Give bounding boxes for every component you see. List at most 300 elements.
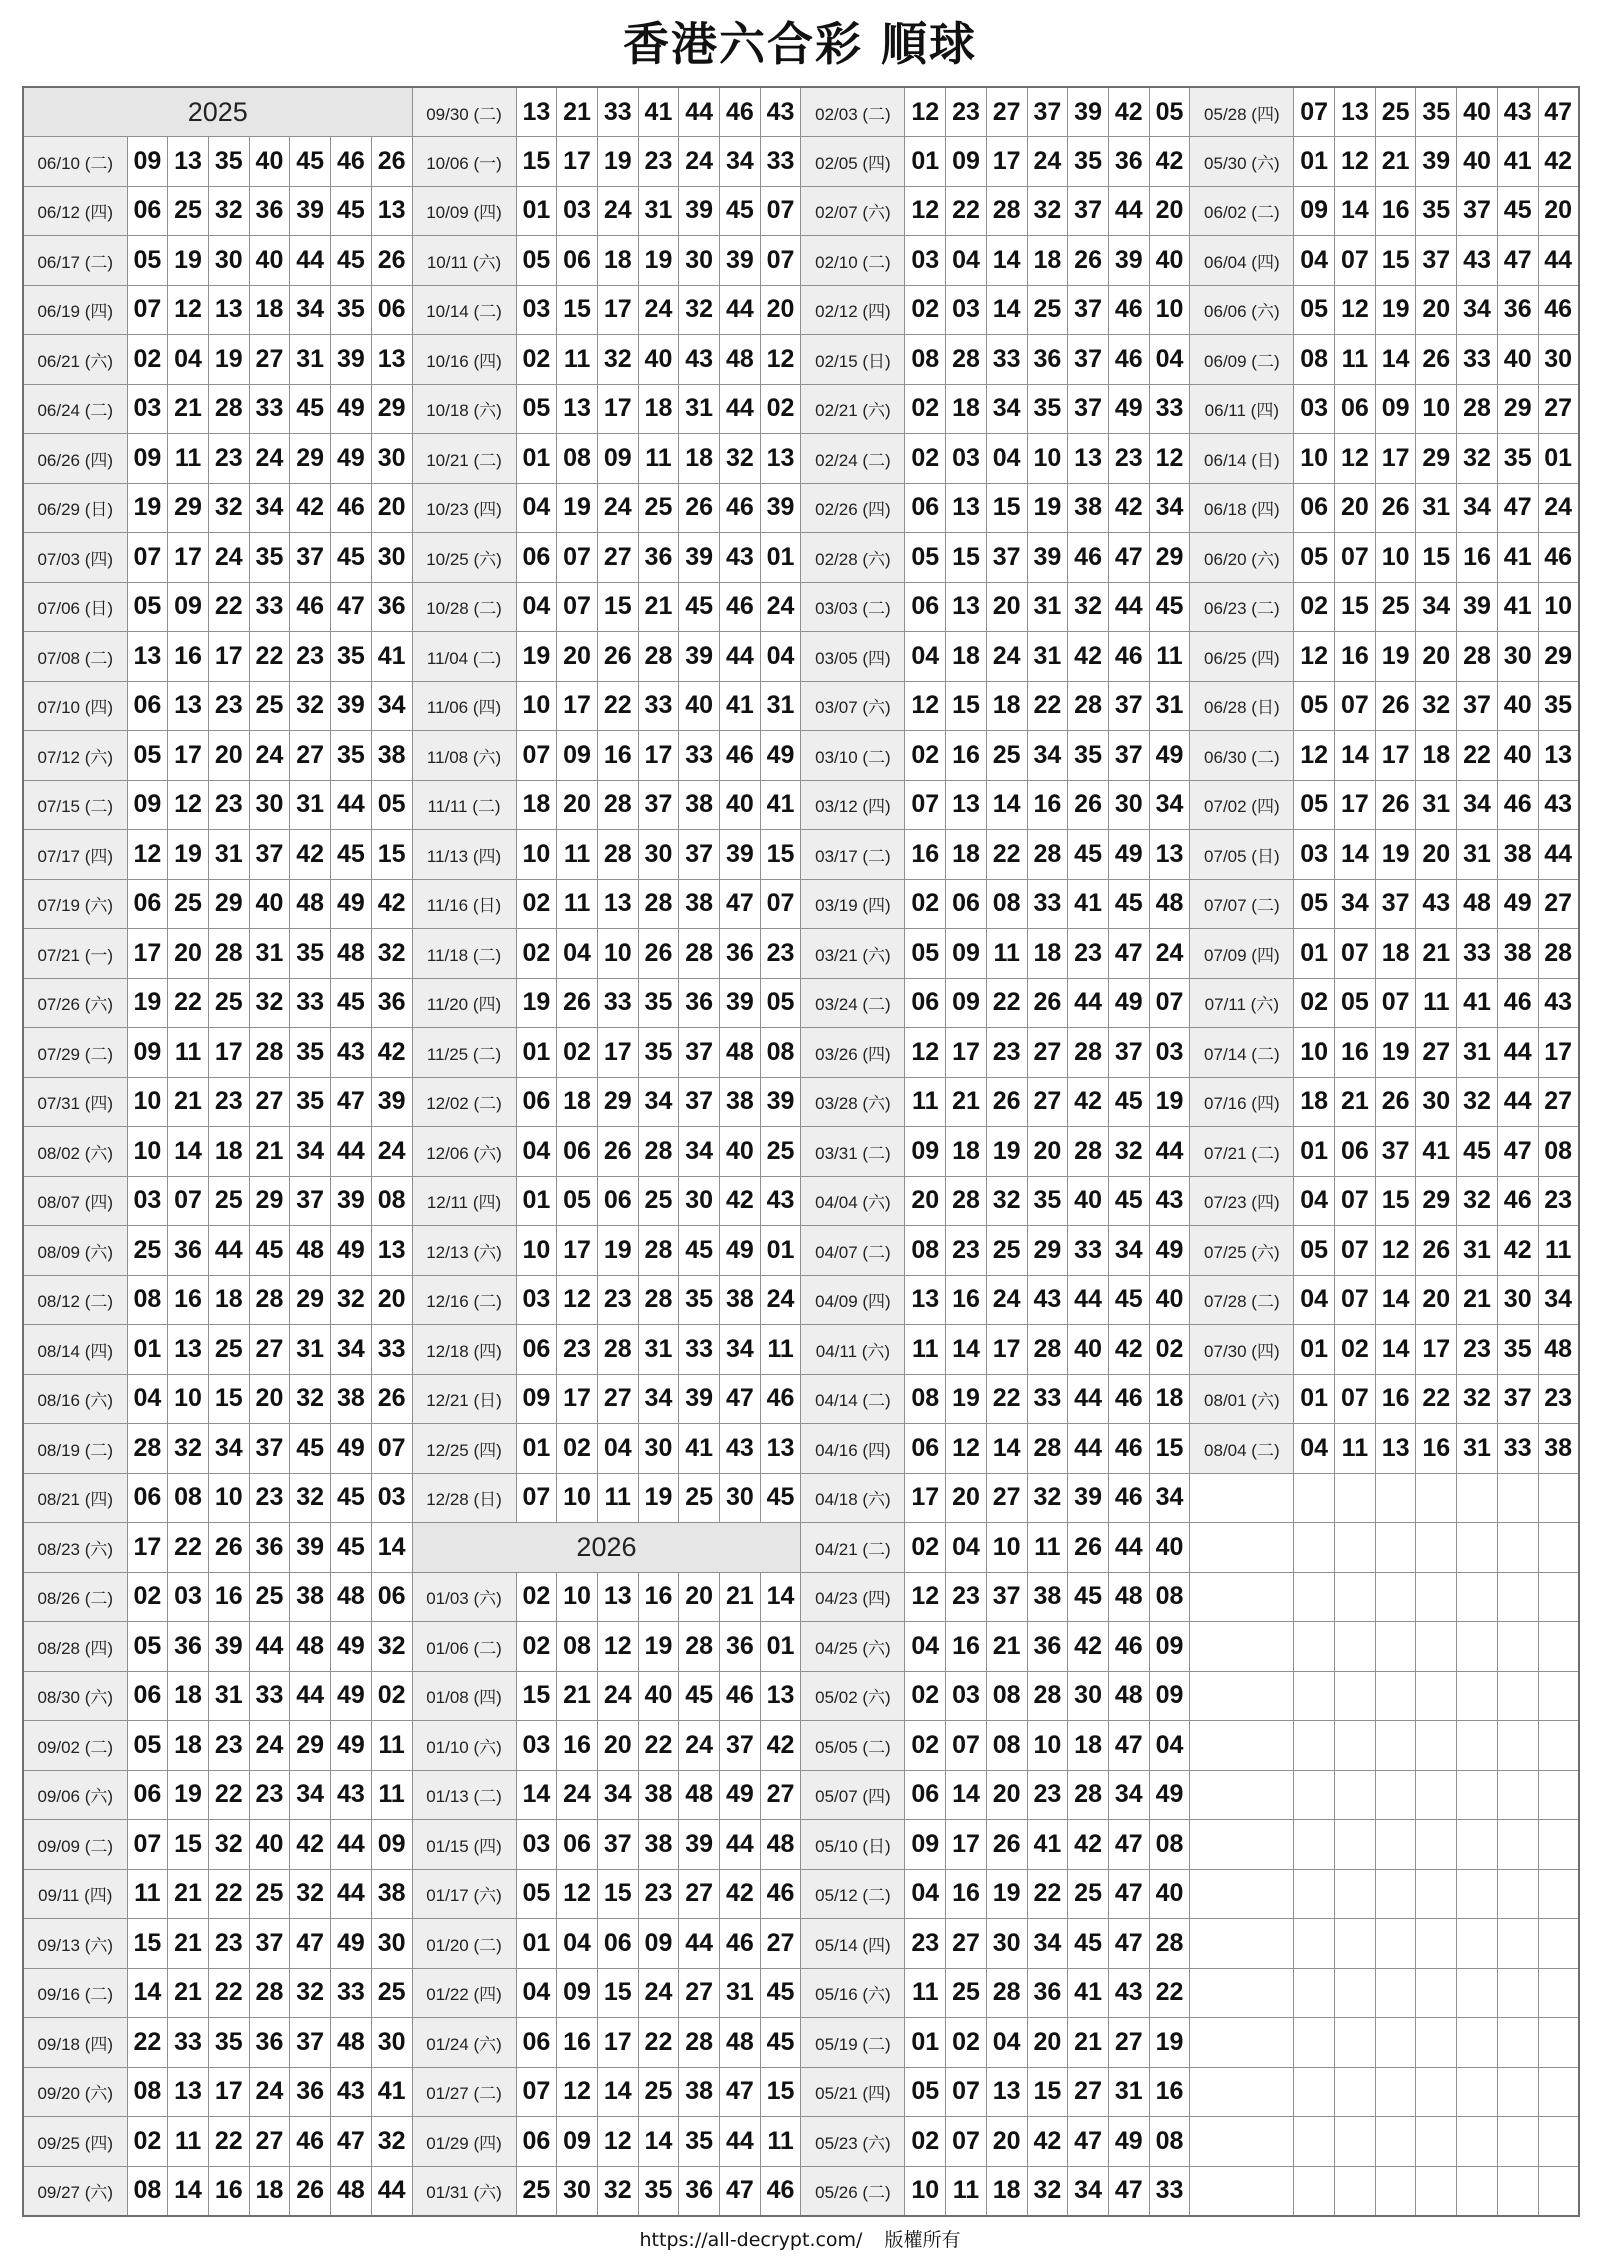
ball-number: 36: [168, 1226, 209, 1276]
ball-number: 28: [638, 1275, 679, 1325]
empty-number-cell: [1497, 1968, 1538, 2018]
draw-date: 10/23 (四): [412, 483, 516, 533]
draw-date: 03/26 (四): [801, 1028, 905, 1078]
ball-number: 06: [127, 681, 168, 731]
special-ball-number: 25: [760, 1127, 801, 1177]
ball-number: 08: [127, 2067, 168, 2117]
special-ball-number: 43: [1538, 978, 1579, 1028]
ball-number: 34: [720, 137, 761, 187]
special-ball-number: 13: [371, 186, 412, 236]
draw-date: 06/25 (四): [1190, 632, 1294, 682]
empty-number-cell: [1335, 2067, 1376, 2117]
empty-number-cell: [1375, 1572, 1416, 1622]
ball-number: 33: [1497, 1424, 1538, 1474]
ball-number: 32: [986, 1176, 1027, 1226]
special-ball-number: 09: [371, 1820, 412, 1870]
ball-number: 16: [557, 2018, 598, 2068]
special-ball-number: 34: [1149, 483, 1190, 533]
ball-number: 19: [516, 632, 557, 682]
ball-number: 17: [557, 137, 598, 187]
ball-number: 21: [720, 1572, 761, 1622]
ball-number: 09: [946, 137, 987, 187]
special-ball-number: 33: [1149, 2166, 1190, 2216]
ball-number: 34: [1457, 780, 1498, 830]
ball-number: 25: [946, 1968, 987, 2018]
special-ball-number: 23: [760, 929, 801, 979]
draw-date: 02/26 (四): [801, 483, 905, 533]
ball-number: 02: [1335, 1325, 1376, 1375]
draw-date: 05/28 (四): [1190, 87, 1294, 137]
ball-number: 17: [597, 1028, 638, 1078]
ball-number: 36: [1497, 285, 1538, 335]
ball-number: 01: [1294, 1325, 1335, 1375]
ball-number: 37: [249, 830, 290, 880]
ball-number: 34: [1416, 582, 1457, 632]
draw-date: 12/25 (四): [412, 1424, 516, 1474]
special-ball-number: 45: [1149, 582, 1190, 632]
draw-date: 09/11 (四): [23, 1869, 127, 1919]
ball-number: 38: [638, 1770, 679, 1820]
ball-number: 28: [1068, 1127, 1109, 1177]
ball-number: 37: [1108, 731, 1149, 781]
ball-number: 36: [290, 2067, 331, 2117]
table-row: [23, 186, 1579, 236]
ball-number: 33: [597, 978, 638, 1028]
ball-number: 37: [1497, 1374, 1538, 1424]
ball-number: 31: [1457, 1028, 1498, 1078]
ball-number: 11: [557, 879, 598, 929]
ball-number: 42: [1108, 483, 1149, 533]
table-row: [23, 780, 1579, 830]
ball-number: 14: [1375, 335, 1416, 385]
ball-number: 33: [290, 978, 331, 1028]
ball-number: 28: [986, 186, 1027, 236]
ball-number: 04: [986, 2018, 1027, 2068]
ball-number: 31: [249, 929, 290, 979]
ball-number: 31: [208, 1671, 249, 1721]
ball-number: 45: [1497, 186, 1538, 236]
draw-date: 08/04 (二): [1190, 1424, 1294, 1474]
ball-number: 27: [679, 1968, 720, 2018]
ball-number: 36: [249, 186, 290, 236]
ball-number: 10: [557, 1572, 598, 1622]
empty-number-cell: [1457, 1820, 1498, 1870]
draw-date: 02/07 (六): [801, 186, 905, 236]
ball-number: 24: [597, 1671, 638, 1721]
ball-number: 43: [331, 1770, 372, 1820]
ball-number: 06: [557, 236, 598, 286]
table-row: [23, 384, 1579, 434]
ball-number: 48: [331, 2166, 372, 2216]
ball-number: 46: [720, 731, 761, 781]
ball-number: 29: [597, 1077, 638, 1127]
ball-number: 03: [905, 236, 946, 286]
ball-number: 28: [679, 2018, 720, 2068]
ball-number: 49: [331, 1226, 372, 1276]
ball-number: 27: [249, 1077, 290, 1127]
ball-number: 13: [946, 582, 987, 632]
ball-number: 33: [249, 582, 290, 632]
ball-number: 25: [1375, 87, 1416, 137]
ball-number: 34: [1108, 1226, 1149, 1276]
draw-date: 11/20 (四): [412, 978, 516, 1028]
ball-number: 29: [1416, 434, 1457, 484]
empty-number-cell: [1416, 1523, 1457, 1573]
special-ball-number: 40: [1149, 1869, 1190, 1919]
ball-number: 05: [1294, 879, 1335, 929]
ball-number: 22: [597, 681, 638, 731]
ball-number: 22: [127, 2018, 168, 2068]
special-ball-number: 20: [1538, 186, 1579, 236]
ball-number: 45: [1108, 879, 1149, 929]
ball-number: 05: [516, 1869, 557, 1919]
ball-number: 43: [720, 1424, 761, 1474]
ball-number: 35: [679, 2117, 720, 2167]
ball-number: 10: [1416, 384, 1457, 434]
special-ball-number: 19: [1149, 2018, 1190, 2068]
ball-number: 25: [638, 2067, 679, 2117]
ball-number: 13: [1335, 87, 1376, 137]
ball-number: 28: [249, 1275, 290, 1325]
empty-number-cell: [1538, 2166, 1579, 2216]
ball-number: 02: [1294, 582, 1335, 632]
ball-number: 09: [557, 2117, 598, 2167]
ball-number: 21: [1335, 1077, 1376, 1127]
ball-number: 39: [1068, 1473, 1109, 1523]
ball-number: 34: [249, 483, 290, 533]
draw-date: 06/09 (二): [1190, 335, 1294, 385]
ball-number: 02: [905, 731, 946, 781]
ball-number: 29: [290, 1721, 331, 1771]
empty-date-cell: [1190, 1721, 1294, 1771]
page-title: 香港六合彩 順球: [622, 17, 977, 71]
ball-number: 37: [1457, 681, 1498, 731]
ball-number: 32: [1027, 186, 1068, 236]
ball-number: 04: [905, 1622, 946, 1672]
ball-number: 44: [1497, 1028, 1538, 1078]
special-ball-number: 43: [760, 87, 801, 137]
ball-number: 42: [720, 1176, 761, 1226]
ball-number: 22: [1416, 1374, 1457, 1424]
ball-number: 07: [905, 780, 946, 830]
draw-date: 07/28 (二): [1190, 1275, 1294, 1325]
ball-number: 47: [1108, 2166, 1149, 2216]
ball-number: 43: [1416, 879, 1457, 929]
ball-number: 40: [638, 335, 679, 385]
ball-number: 17: [597, 2018, 638, 2068]
draw-date: 08/30 (六): [23, 1671, 127, 1721]
ball-number: 10: [597, 929, 638, 979]
ball-number: 08: [127, 1275, 168, 1325]
draw-date: 10/11 (六): [412, 236, 516, 286]
ball-number: 28: [1068, 681, 1109, 731]
ball-number: 14: [1335, 731, 1376, 781]
special-ball-number: 39: [760, 483, 801, 533]
ball-number: 25: [168, 186, 209, 236]
draw-date: 07/23 (四): [1190, 1176, 1294, 1226]
ball-number: 32: [679, 285, 720, 335]
ball-number: 12: [905, 1028, 946, 1078]
ball-number: 23: [249, 1473, 290, 1523]
ball-number: 23: [249, 1770, 290, 1820]
special-ball-number: 04: [1149, 335, 1190, 385]
empty-number-cell: [1294, 1919, 1335, 1969]
special-ball-number: 35: [1538, 681, 1579, 731]
ball-number: 06: [127, 1671, 168, 1721]
ball-number: 40: [679, 681, 720, 731]
ball-number: 07: [946, 1721, 987, 1771]
special-ball-number: 20: [1149, 186, 1190, 236]
ball-number: 07: [1335, 681, 1376, 731]
ball-number: 30: [1068, 1671, 1109, 1721]
ball-number: 31: [1457, 830, 1498, 880]
special-ball-number: 24: [1149, 929, 1190, 979]
draw-date: 01/15 (四): [412, 1820, 516, 1870]
special-ball-number: 49: [760, 731, 801, 781]
draw-date: 09/09 (二): [23, 1820, 127, 1870]
ball-number: 24: [638, 1968, 679, 2018]
ball-number: 12: [946, 1424, 987, 1474]
ball-number: 26: [290, 2166, 331, 2216]
ball-number: 16: [946, 1275, 987, 1325]
ball-number: 10: [516, 1226, 557, 1276]
ball-number: 05: [905, 2067, 946, 2117]
special-ball-number: 12: [1149, 434, 1190, 484]
ball-number: 14: [1335, 830, 1376, 880]
ball-number: 03: [557, 186, 598, 236]
ball-number: 21: [168, 1919, 209, 1969]
ball-number: 23: [290, 632, 331, 682]
special-ball-number: 08: [1149, 1572, 1190, 1622]
special-ball-number: 41: [371, 2067, 412, 2117]
special-ball-number: 39: [371, 1077, 412, 1127]
empty-number-cell: [1335, 1770, 1376, 1820]
ball-number: 22: [1457, 731, 1498, 781]
ball-number: 21: [249, 1127, 290, 1177]
table-row: [23, 879, 1579, 929]
ball-number: 44: [331, 1869, 372, 1919]
special-ball-number: 24: [371, 1127, 412, 1177]
ball-number: 19: [1375, 632, 1416, 682]
ball-number: 45: [249, 1226, 290, 1276]
empty-number-cell: [1416, 1473, 1457, 1523]
empty-number-cell: [1335, 1473, 1376, 1523]
ball-number: 16: [557, 1721, 598, 1771]
draw-date: 07/07 (二): [1190, 879, 1294, 929]
special-ball-number: 30: [1538, 335, 1579, 385]
ball-number: 09: [597, 434, 638, 484]
ball-number: 37: [1108, 681, 1149, 731]
special-ball-number: 48: [760, 1820, 801, 1870]
special-ball-number: 43: [1149, 1176, 1190, 1226]
special-ball-number: 45: [760, 2018, 801, 2068]
ball-number: 06: [1335, 384, 1376, 434]
ball-number: 44: [679, 87, 720, 137]
ball-number: 47: [1108, 1919, 1149, 1969]
ball-number: 15: [946, 681, 987, 731]
special-ball-number: 02: [760, 384, 801, 434]
ball-number: 30: [249, 780, 290, 830]
draw-date: 11/08 (六): [412, 731, 516, 781]
special-ball-number: 22: [1149, 1968, 1190, 2018]
empty-number-cell: [1457, 2166, 1498, 2216]
ball-number: 45: [290, 1424, 331, 1474]
empty-number-cell: [1335, 1671, 1376, 1721]
table-row: [23, 1028, 1579, 1078]
draw-date: 09/20 (六): [23, 2067, 127, 2117]
ball-number: 13: [516, 87, 557, 137]
ball-number: 40: [1457, 87, 1498, 137]
ball-number: 14: [1335, 186, 1376, 236]
draw-date: 06/11 (四): [1190, 384, 1294, 434]
special-ball-number: 25: [371, 1968, 412, 2018]
ball-number: 05: [1294, 533, 1335, 583]
ball-number: 34: [679, 1127, 720, 1177]
ball-number: 17: [557, 1374, 598, 1424]
ball-number: 02: [516, 335, 557, 385]
ball-number: 30: [986, 1919, 1027, 1969]
draw-date: 06/10 (二): [23, 137, 127, 187]
empty-number-cell: [1294, 2018, 1335, 2068]
ball-number: 25: [1027, 285, 1068, 335]
ball-number: 48: [331, 2018, 372, 2068]
ball-number: 45: [720, 186, 761, 236]
special-ball-number: 29: [1149, 533, 1190, 583]
empty-number-cell: [1457, 2117, 1498, 2167]
empty-number-cell: [1457, 2067, 1498, 2117]
ball-number: 05: [127, 236, 168, 286]
ball-number: 02: [905, 285, 946, 335]
draw-date: 06/29 (日): [23, 483, 127, 533]
ball-number: 24: [597, 186, 638, 236]
draw-date: 01/24 (六): [412, 2018, 516, 2068]
ball-number: 23: [638, 137, 679, 187]
draw-date: 10/21 (二): [412, 434, 516, 484]
ball-number: 11: [168, 2117, 209, 2167]
ball-number: 46: [290, 582, 331, 632]
ball-number: 06: [557, 1127, 598, 1177]
ball-number: 32: [290, 1869, 331, 1919]
empty-number-cell: [1538, 1523, 1579, 1573]
draw-date: 01/20 (二): [412, 1919, 516, 1969]
ball-number: 19: [638, 1622, 679, 1672]
special-ball-number: 27: [1538, 879, 1579, 929]
ball-number: 36: [1108, 137, 1149, 187]
special-ball-number: 38: [371, 1869, 412, 1919]
ball-number: 33: [249, 384, 290, 434]
special-ball-number: 30: [371, 533, 412, 583]
ball-number: 45: [679, 1226, 720, 1276]
draw-date: 11/06 (四): [412, 681, 516, 731]
table-row: [23, 1473, 1579, 1523]
ball-number: 44: [331, 1127, 372, 1177]
draw-date: 07/19 (六): [23, 879, 127, 929]
ball-number: 37: [1457, 186, 1498, 236]
ball-number: 39: [290, 1523, 331, 1573]
ball-number: 34: [597, 1770, 638, 1820]
ball-number: 15: [557, 285, 598, 335]
ball-number: 34: [290, 1770, 331, 1820]
ball-number: 28: [597, 780, 638, 830]
ball-number: 27: [986, 1473, 1027, 1523]
ball-number: 48: [331, 929, 372, 979]
draw-date: 06/14 (日): [1190, 434, 1294, 484]
ball-number: 21: [168, 1077, 209, 1127]
ball-number: 10: [168, 1374, 209, 1424]
ball-number: 34: [1068, 2166, 1109, 2216]
draw-date: 03/03 (二): [801, 582, 905, 632]
ball-number: 04: [946, 236, 987, 286]
empty-number-cell: [1538, 1671, 1579, 1721]
ball-number: 24: [249, 434, 290, 484]
ball-number: 06: [946, 879, 987, 929]
ball-number: 19: [127, 483, 168, 533]
ball-number: 26: [597, 632, 638, 682]
ball-number: 26: [1416, 1226, 1457, 1276]
ball-number: 04: [905, 1869, 946, 1919]
ball-number: 07: [168, 1176, 209, 1226]
table-row: [23, 533, 1579, 583]
draw-date: 08/19 (二): [23, 1424, 127, 1474]
ball-number: 17: [1335, 780, 1376, 830]
ball-number: 03: [516, 1820, 557, 1870]
draw-date: 02/12 (四): [801, 285, 905, 335]
ball-number: 25: [127, 1226, 168, 1276]
draw-date: 03/31 (二): [801, 1127, 905, 1177]
ball-number: 18: [1027, 929, 1068, 979]
ball-number: 37: [1068, 384, 1109, 434]
special-ball-number: 05: [371, 780, 412, 830]
special-ball-number: 04: [760, 632, 801, 682]
ball-number: 33: [1027, 879, 1068, 929]
draw-date: 11/11 (二): [412, 780, 516, 830]
special-ball-number: 09: [1149, 1622, 1190, 1672]
ball-number: 30: [679, 236, 720, 286]
ball-number: 30: [720, 1473, 761, 1523]
ball-number: 08: [905, 1374, 946, 1424]
table-row: [23, 1275, 1579, 1325]
ball-number: 31: [290, 780, 331, 830]
draw-date: 01/06 (二): [412, 1622, 516, 1672]
ball-number: 11: [1335, 335, 1376, 385]
ball-number: 03: [168, 1572, 209, 1622]
empty-number-cell: [1416, 1770, 1457, 1820]
special-ball-number: 43: [1538, 780, 1579, 830]
special-ball-number: 05: [760, 978, 801, 1028]
ball-number: 48: [290, 1622, 331, 1672]
ball-number: 14: [986, 1424, 1027, 1474]
ball-number: 14: [597, 2067, 638, 2117]
empty-number-cell: [1538, 2018, 1579, 2068]
special-ball-number: 42: [371, 1028, 412, 1078]
special-ball-number: 10: [1149, 285, 1190, 335]
ball-number: 37: [1027, 87, 1068, 137]
draw-date: 09/06 (六): [23, 1770, 127, 1820]
ball-number: 46: [1497, 780, 1538, 830]
empty-date-cell: [1190, 1869, 1294, 1919]
empty-number-cell: [1375, 1919, 1416, 1969]
ball-number: 37: [290, 533, 331, 583]
ball-number: 18: [679, 434, 720, 484]
ball-number: 09: [127, 780, 168, 830]
draw-date: 09/16 (二): [23, 1968, 127, 2018]
ball-number: 09: [557, 1968, 598, 2018]
draw-date: 08/14 (四): [23, 1325, 127, 1375]
special-ball-number: 07: [760, 879, 801, 929]
empty-number-cell: [1335, 1523, 1376, 1573]
special-ball-number: 04: [1149, 1721, 1190, 1771]
ball-number: 03: [1294, 384, 1335, 434]
